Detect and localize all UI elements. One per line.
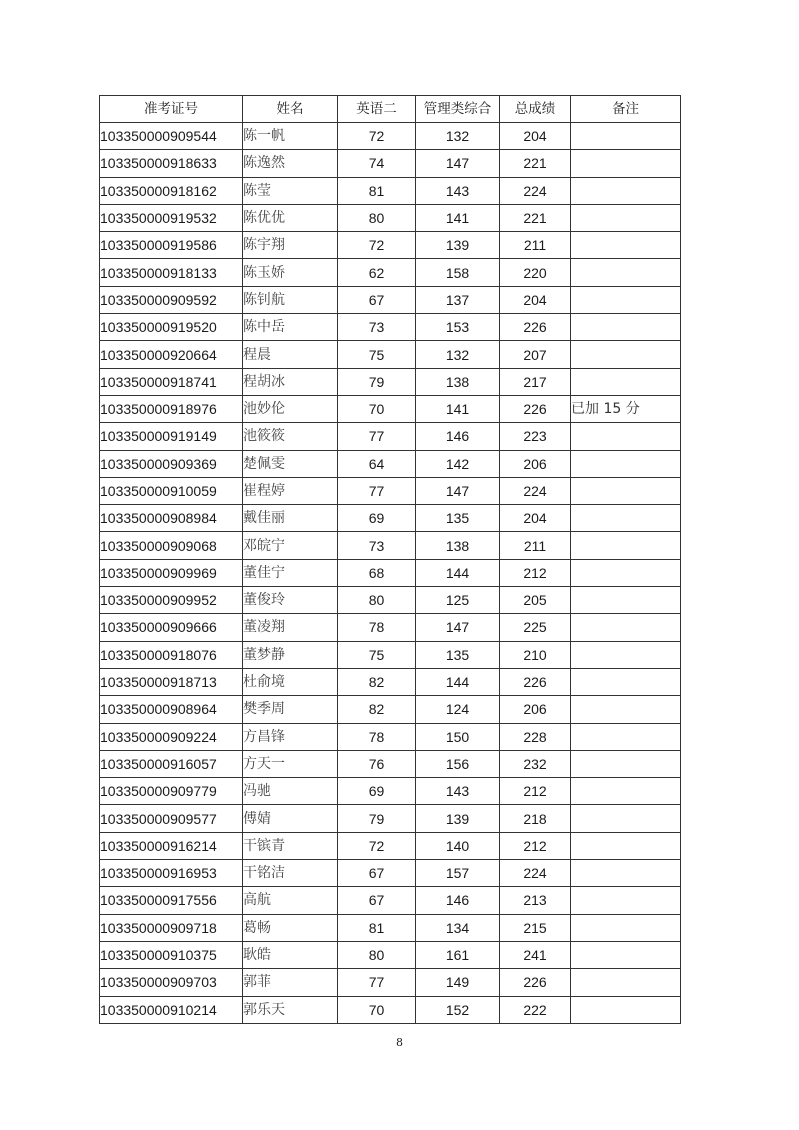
management-score-cell: 150: [416, 723, 500, 750]
note-cell: [571, 559, 681, 586]
table-row: [100, 314, 681, 341]
management-score-cell: 143: [416, 778, 500, 805]
name-cell: 陈玉娇: [243, 259, 338, 286]
name-cell: 高航: [243, 887, 338, 914]
note-cell: [571, 341, 681, 368]
table-row: [100, 832, 681, 859]
management-score-cell: 149: [416, 969, 500, 996]
english-score-cell: 79: [338, 805, 416, 832]
english-score-cell: 79: [338, 368, 416, 395]
name-cell: 干铭洁: [243, 860, 338, 887]
exam-id-cell: 103350000918713: [100, 668, 243, 695]
total-score-cell: 241: [500, 941, 571, 968]
english-score-cell: 82: [338, 696, 416, 723]
note-cell: [571, 696, 681, 723]
total-score-cell: 206: [500, 696, 571, 723]
exam-id-cell: 103350000910375: [100, 941, 243, 968]
name-cell: 楚佩雯: [243, 450, 338, 477]
note-cell: [571, 150, 681, 177]
total-score-cell: 223: [500, 423, 571, 450]
total-score-cell: 220: [500, 259, 571, 286]
english-score-cell: 62: [338, 259, 416, 286]
english-score-cell: 72: [338, 832, 416, 859]
total-score-cell: 207: [500, 341, 571, 368]
english-score-cell: 80: [338, 587, 416, 614]
exam-id-cell: 103350000918076: [100, 641, 243, 668]
total-score-cell: 224: [500, 860, 571, 887]
english-score-cell: 72: [338, 123, 416, 150]
name-cell: 陈逸然: [243, 150, 338, 177]
note-cell: [571, 368, 681, 395]
note-cell: [571, 259, 681, 286]
total-score-cell: 212: [500, 832, 571, 859]
name-cell: 池筱筱: [243, 423, 338, 450]
total-score-cell: 222: [500, 996, 571, 1023]
english-score-cell: 69: [338, 778, 416, 805]
table-row: [100, 559, 681, 586]
exam-id-cell: 103350000916057: [100, 750, 243, 777]
note-cell: [571, 668, 681, 695]
english-score-cell: 68: [338, 559, 416, 586]
note-cell: [571, 232, 681, 259]
english-score-cell: 69: [338, 505, 416, 532]
total-score-cell: 225: [500, 614, 571, 641]
management-score-cell: 135: [416, 641, 500, 668]
english-score-cell: 75: [338, 341, 416, 368]
english-score-cell: 64: [338, 450, 416, 477]
table-row: [100, 286, 681, 313]
table-row: [100, 450, 681, 477]
exam-id-cell: 103350000909544: [100, 123, 243, 150]
table-row: [100, 395, 681, 422]
name-cell: 董凌翔: [243, 614, 338, 641]
management-score-cell: 138: [416, 532, 500, 559]
name-cell: 池妙伦: [243, 395, 338, 422]
total-score-cell: 226: [500, 668, 571, 695]
name-cell: 陈莹: [243, 177, 338, 204]
exam-id-cell: 103350000909718: [100, 914, 243, 941]
note-cell: [571, 832, 681, 859]
management-score-cell: 144: [416, 559, 500, 586]
name-cell: 董梦静: [243, 641, 338, 668]
name-cell: 傅婧: [243, 805, 338, 832]
english-score-cell: 81: [338, 177, 416, 204]
exam-id-cell: 103350000909224: [100, 723, 243, 750]
total-score-cell: 212: [500, 559, 571, 586]
total-score-cell: 218: [500, 805, 571, 832]
table-row: [100, 150, 681, 177]
note-cell: [571, 286, 681, 313]
note-cell: [571, 587, 681, 614]
total-score-cell: 206: [500, 450, 571, 477]
english-score-cell: 67: [338, 286, 416, 313]
table-row: [100, 641, 681, 668]
name-cell: 樊季周: [243, 696, 338, 723]
english-score-cell: 78: [338, 614, 416, 641]
total-score-cell: 224: [500, 477, 571, 504]
exam-id-cell: 103350000918741: [100, 368, 243, 395]
exam-id-cell: 103350000919586: [100, 232, 243, 259]
exam-id-cell: 103350000916214: [100, 832, 243, 859]
exam-id-cell: 103350000917556: [100, 887, 243, 914]
name-cell: 干镔青: [243, 832, 338, 859]
table-row: [100, 723, 681, 750]
management-score-cell: 139: [416, 805, 500, 832]
total-score-cell: 221: [500, 150, 571, 177]
table-row: [100, 423, 681, 450]
exam-id-cell: 103350000919149: [100, 423, 243, 450]
table-row: [100, 204, 681, 231]
management-score-cell: 146: [416, 423, 500, 450]
note-cell: [571, 941, 681, 968]
english-score-cell: 77: [338, 477, 416, 504]
total-score-cell: 204: [500, 123, 571, 150]
name-cell: 葛畅: [243, 914, 338, 941]
name-cell: 郭乐天: [243, 996, 338, 1023]
name-cell: 陈宇翔: [243, 232, 338, 259]
name-cell: 董佳宁: [243, 559, 338, 586]
name-cell: 董俊玲: [243, 587, 338, 614]
total-score-cell: 226: [500, 395, 571, 422]
english-score-cell: 74: [338, 150, 416, 177]
note-cell: [571, 314, 681, 341]
exam-id-cell: 103350000910059: [100, 477, 243, 504]
management-score-cell: 146: [416, 887, 500, 914]
header-management: 管理类综合: [416, 96, 500, 123]
header-total: 总成绩: [500, 96, 571, 123]
exam-id-cell: 103350000918162: [100, 177, 243, 204]
table-row: [100, 477, 681, 504]
exam-id-cell: 103350000918633: [100, 150, 243, 177]
exam-id-cell: 103350000909703: [100, 969, 243, 996]
note-cell: [571, 532, 681, 559]
exam-id-cell: 103350000909577: [100, 805, 243, 832]
total-score-cell: 212: [500, 778, 571, 805]
management-score-cell: 140: [416, 832, 500, 859]
management-score-cell: 141: [416, 395, 500, 422]
management-score-cell: 134: [416, 914, 500, 941]
note-cell: 已加 15 分: [571, 395, 681, 422]
exam-id-cell: 103350000908964: [100, 696, 243, 723]
management-score-cell: 158: [416, 259, 500, 286]
note-cell: [571, 505, 681, 532]
english-score-cell: 67: [338, 860, 416, 887]
note-cell: [571, 423, 681, 450]
exam-id-cell: 103350000910214: [100, 996, 243, 1023]
name-cell: 崔程婷: [243, 477, 338, 504]
header-name: 姓名: [243, 96, 338, 123]
table-row: [100, 860, 681, 887]
note-cell: [571, 887, 681, 914]
total-score-cell: 226: [500, 969, 571, 996]
note-cell: [571, 778, 681, 805]
english-score-cell: 76: [338, 750, 416, 777]
name-cell: 耿皓: [243, 941, 338, 968]
total-score-cell: 204: [500, 286, 571, 313]
total-score-cell: 211: [500, 532, 571, 559]
name-cell: 方天一: [243, 750, 338, 777]
total-score-cell: 213: [500, 887, 571, 914]
note-cell: [571, 177, 681, 204]
name-cell: 陈一帆: [243, 123, 338, 150]
note-cell: [571, 477, 681, 504]
exam-id-cell: 103350000909592: [100, 286, 243, 313]
management-score-cell: 147: [416, 150, 500, 177]
total-score-cell: 215: [500, 914, 571, 941]
management-score-cell: 125: [416, 587, 500, 614]
table-row: [100, 668, 681, 695]
management-score-cell: 156: [416, 750, 500, 777]
management-score-cell: 139: [416, 232, 500, 259]
exam-id-cell: 103350000918133: [100, 259, 243, 286]
note-cell: [571, 204, 681, 231]
table-row: [100, 341, 681, 368]
note-cell: [571, 641, 681, 668]
table-row: [100, 587, 681, 614]
name-cell: 戴佳丽: [243, 505, 338, 532]
management-score-cell: 124: [416, 696, 500, 723]
note-cell: [571, 969, 681, 996]
management-score-cell: 132: [416, 341, 500, 368]
name-cell: 杜俞境: [243, 668, 338, 695]
table-row: [100, 887, 681, 914]
exam-id-cell: 103350000909779: [100, 778, 243, 805]
management-score-cell: 153: [416, 314, 500, 341]
table-row: [100, 805, 681, 832]
table-row: [100, 696, 681, 723]
note-cell: [571, 723, 681, 750]
name-cell: 方昌锋: [243, 723, 338, 750]
total-score-cell: 204: [500, 505, 571, 532]
name-cell: 陈优优: [243, 204, 338, 231]
total-score-cell: 224: [500, 177, 571, 204]
exam-id-cell: 103350000918976: [100, 395, 243, 422]
english-score-cell: 73: [338, 314, 416, 341]
name-cell: 冯驰: [243, 778, 338, 805]
note-cell: [571, 450, 681, 477]
management-score-cell: 143: [416, 177, 500, 204]
total-score-cell: 210: [500, 641, 571, 668]
table-row: [100, 368, 681, 395]
note-cell: [571, 123, 681, 150]
note-cell: [571, 614, 681, 641]
exam-id-cell: 103350000919520: [100, 314, 243, 341]
note-cell: [571, 996, 681, 1023]
exam-id-cell: 103350000919532: [100, 204, 243, 231]
table-row: [100, 914, 681, 941]
table-row: [100, 532, 681, 559]
english-score-cell: 77: [338, 969, 416, 996]
management-score-cell: 147: [416, 614, 500, 641]
total-score-cell: 232: [500, 750, 571, 777]
header-exam-id: 准考证号: [100, 96, 243, 123]
name-cell: 郭菲: [243, 969, 338, 996]
english-score-cell: 67: [338, 887, 416, 914]
management-score-cell: 147: [416, 477, 500, 504]
total-score-cell: 211: [500, 232, 571, 259]
management-score-cell: 135: [416, 505, 500, 532]
note-cell: [571, 860, 681, 887]
management-score-cell: 144: [416, 668, 500, 695]
total-score-cell: 228: [500, 723, 571, 750]
english-score-cell: 75: [338, 641, 416, 668]
name-cell: 程晨: [243, 341, 338, 368]
table-row: [100, 123, 681, 150]
management-score-cell: 141: [416, 204, 500, 231]
header-english: 英语二: [338, 96, 416, 123]
note-cell: [571, 914, 681, 941]
management-score-cell: 138: [416, 368, 500, 395]
english-score-cell: 70: [338, 395, 416, 422]
table-row: [100, 778, 681, 805]
exam-id-cell: 103350000909952: [100, 587, 243, 614]
table-row: [100, 505, 681, 532]
note-cell: [571, 805, 681, 832]
total-score-cell: 226: [500, 314, 571, 341]
english-score-cell: 82: [338, 668, 416, 695]
table-row: [100, 232, 681, 259]
english-score-cell: 78: [338, 723, 416, 750]
english-score-cell: 81: [338, 914, 416, 941]
name-cell: 邓皖宁: [243, 532, 338, 559]
table-row: [100, 969, 681, 996]
note-cell: [571, 750, 681, 777]
total-score-cell: 205: [500, 587, 571, 614]
english-score-cell: 80: [338, 204, 416, 231]
table-row: [100, 614, 681, 641]
header-row: [100, 96, 681, 123]
score-table: [99, 95, 681, 1024]
table-row: [100, 750, 681, 777]
english-score-cell: 80: [338, 941, 416, 968]
total-score-cell: 221: [500, 204, 571, 231]
management-score-cell: 157: [416, 860, 500, 887]
english-score-cell: 72: [338, 232, 416, 259]
management-score-cell: 161: [416, 941, 500, 968]
table-row: [100, 259, 681, 286]
exam-id-cell: 103350000909969: [100, 559, 243, 586]
name-cell: 陈中岳: [243, 314, 338, 341]
exam-id-cell: 103350000909369: [100, 450, 243, 477]
total-score-cell: 217: [500, 368, 571, 395]
page-number: 8: [396, 1036, 403, 1049]
exam-id-cell: 103350000908984: [100, 505, 243, 532]
header-note: 备注: [571, 96, 681, 123]
table-row: [100, 996, 681, 1023]
exam-id-cell: 103350000920664: [100, 341, 243, 368]
english-score-cell: 77: [338, 423, 416, 450]
name-cell: 陈钊航: [243, 286, 338, 313]
exam-id-cell: 103350000909666: [100, 614, 243, 641]
table-row: [100, 177, 681, 204]
english-score-cell: 70: [338, 996, 416, 1023]
exam-id-cell: 103350000916953: [100, 860, 243, 887]
english-score-cell: 73: [338, 532, 416, 559]
exam-id-cell: 103350000909068: [100, 532, 243, 559]
management-score-cell: 132: [416, 123, 500, 150]
name-cell: 程胡冰: [243, 368, 338, 395]
table-row: [100, 941, 681, 968]
management-score-cell: 137: [416, 286, 500, 313]
management-score-cell: 142: [416, 450, 500, 477]
management-score-cell: 152: [416, 996, 500, 1023]
